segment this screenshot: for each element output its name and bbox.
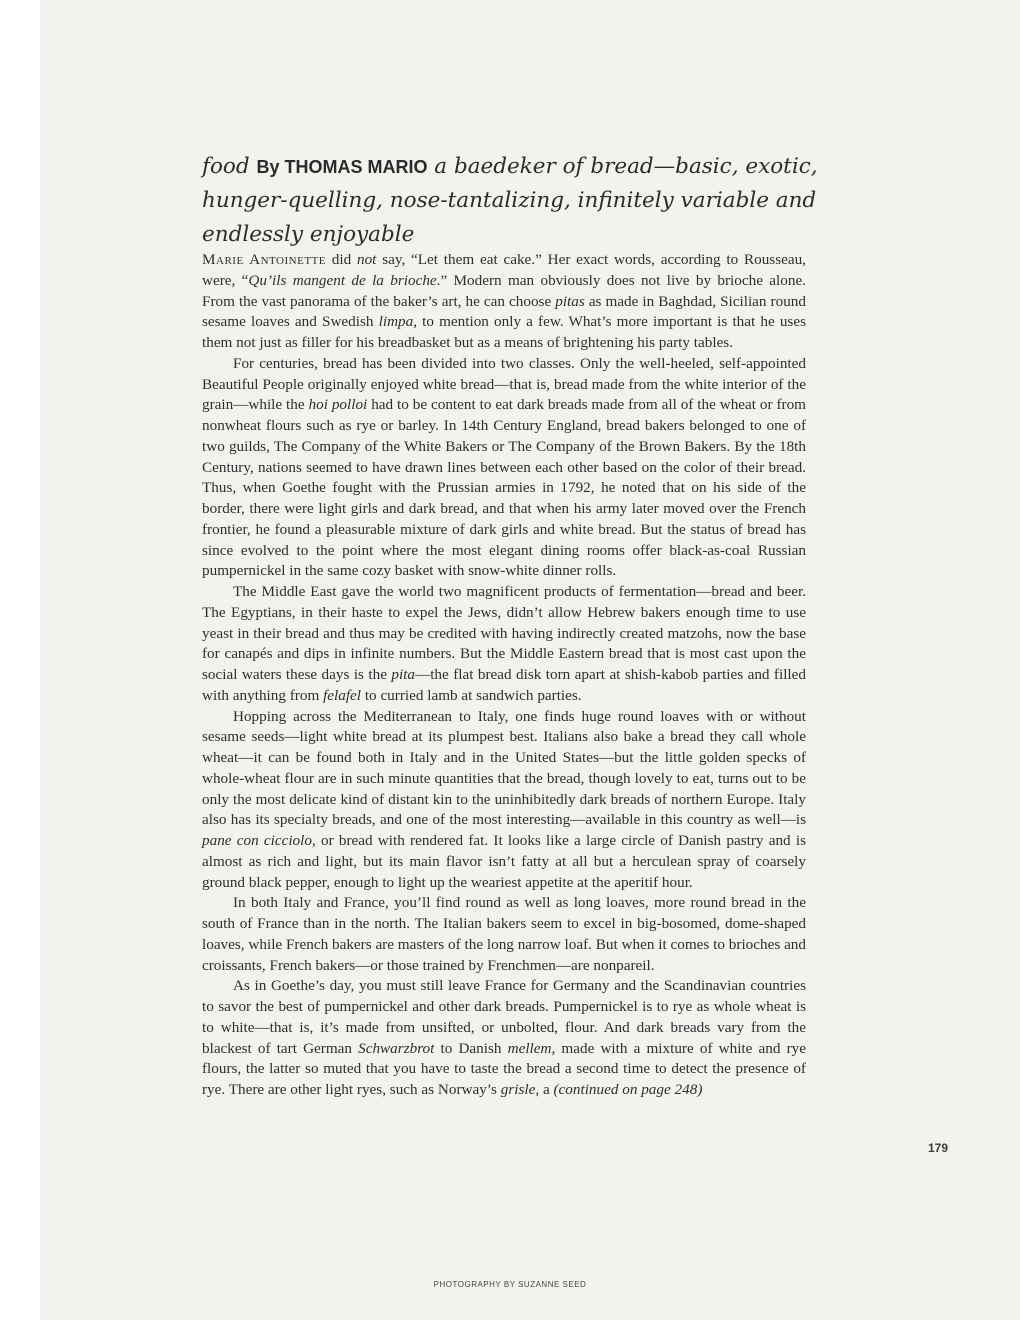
text-run: —the flat bread disk torn apart at shish-kabob parties and filled with anything from xyxy=(202,666,806,704)
section-label: food xyxy=(202,154,250,179)
text-run: had to be content to eat dark breads made from all of the wheat or from nonwheat flours such as rye or barley. In 14th Century England, bread bakers belonged to one of two guilds, The Company of the White Bakers or The Company of the Brown Bakers. By the 18th Century, nations seemed to have drawn lines between each other based on the color of their bread. Thus, when Goethe fought with the Prussian armies in 1792, he noted that on his side of the border, there were light girls and dark bread, and that when his army later moved over the French frontier, he found a pleasurable mixture of dark girls and white bread. But the status of bread has since evolved to the point where the most elegant dining rooms offer black-as-coal Russian pumpernickel in the same cozy basket with snow-white dinner rolls. xyxy=(202,396,806,580)
emphasis: Schwarzbrot xyxy=(358,1039,435,1057)
emphasis: Qu’ils mangent de la brioche xyxy=(248,271,437,289)
text-run: , or bread with rendered fat. It looks like a large circle of Danish pastry and is almost as rich and light, but its main flavor isn’t fatty at all but a herculean spray of coarsely ground black pepper, enough to light up the weariest appetite at the aperitif hour. xyxy=(202,832,806,891)
text-run: to curried lamb at sandwich parties. xyxy=(361,686,582,704)
text-run: to Danish xyxy=(434,1039,508,1057)
author-byline: By THOMAS MARIO xyxy=(256,157,428,177)
text-run: , to mention only a few. What’s more important is that he uses them not just as filler for his breadbasket but as a means of brightening his party tables. xyxy=(202,313,806,351)
text-run: In both Italy and France, you’ll find round as well as long loaves, more round bread in the south of France than in the north. The Italian bakers seem to excel in big-bosomed, dome-shaped loaves, while French bakers are masters of the long narrow loaf. But when it comes to brioches and croissants, French bakers—or those trained by Frenchmen—are nonpareil. xyxy=(202,894,806,974)
text-run: , a xyxy=(535,1081,554,1098)
lead-in: Marie Antoinette xyxy=(202,251,326,268)
emphasis: pitas xyxy=(555,292,585,310)
text-run: Hopping across the Mediterranean to Italy, one finds huge round loaves with or without sesame seeds—light white bread at its plumpest best. Italians also bake a bread they call whole wheat—it can be found both in Italy and in the United States—but the little golden specks of whole-wheat flour are in such minute quantities that the bread, though lovely to eat, turns out to be only the most delicate kind of distant kin to the uninhibitedly dark breads of northern Europe. Italy also has its specialty breads, and one of the most interesting—available in this country as well—is xyxy=(202,707,806,829)
emphasis: felafel xyxy=(323,686,362,704)
continued-jump: (continued on page 248) xyxy=(553,1081,703,1098)
paragraph-3 xyxy=(202,582,806,707)
text-run: say, “Let them eat cake.” Her exact words, according to Rousseau, were, “ xyxy=(202,251,806,289)
text-run: as made in Baghdad, Sicilian round sesame loaves and Swedish xyxy=(202,292,806,331)
photo-credit: PHOTOGRAPHY BY SUZANNE SEED xyxy=(433,1280,587,1289)
article-body xyxy=(202,250,806,1101)
emphasis: not xyxy=(356,251,377,268)
paragraph-5 xyxy=(202,893,806,976)
paragraph-6 xyxy=(202,976,806,1101)
text-run: The Middle East gave the world two magnificent products of fermentation—bread and beer. The Egyptians, in their haste to expel the Jews, didn’t allow Hebrew bakers enough time to use yeast in their bread and thus may be credited with having indirectly created matzohs, now the base for canapés and dips in infinite numbers. But the Middle Eastern bread that is most cast upon the social waters these days is the xyxy=(202,583,806,683)
article-header xyxy=(202,150,822,252)
paragraph-2 xyxy=(202,354,806,582)
emphasis: pane con cicciolo xyxy=(202,832,312,849)
text-run: For centuries, bread has been divided into two classes. Only the well-heeled, self-appointed Beautiful People originally enjoyed white bread—that is, bread made from the white interior of the grain—while the xyxy=(202,354,806,414)
text-run: did xyxy=(325,251,357,268)
text-run: .” Modern man obviously does not live by brioche alone. From the vast panorama of the baker’s art, he can choose xyxy=(202,271,806,310)
emphasis: limpa xyxy=(378,313,414,331)
paragraph-1 xyxy=(202,250,806,354)
text-run: , made with a mixture of white and rye flours, the latter so muted that you have to taste the bread a second time to detect the presence of rye. There are other light ryes, such as Norway’s xyxy=(202,1039,806,1098)
emphasis: pita xyxy=(391,666,416,683)
emphasis: mellem xyxy=(507,1039,552,1057)
emphasis: hoi polloi xyxy=(308,396,368,414)
paragraph-4 xyxy=(202,707,806,894)
page-number: 179 xyxy=(928,1141,949,1155)
text-run: As in Goethe’s day, you must still leave France for Germany and the Scandinavian countries to savor the best of pumpernickel and other dark breads. Pumpernickel is to rye as whole wheat is to white—that is, it’s made from unsifted, or unbolted, flour. And dark breads vary from the blackest of tart German xyxy=(202,977,806,1057)
emphasis: grisle xyxy=(500,1081,536,1098)
article-deck: a baedeker of bread—basic, exotic, hunger-quelling, nose-tantalizing, infinitely variable and endlessly enjoyable xyxy=(202,154,818,247)
